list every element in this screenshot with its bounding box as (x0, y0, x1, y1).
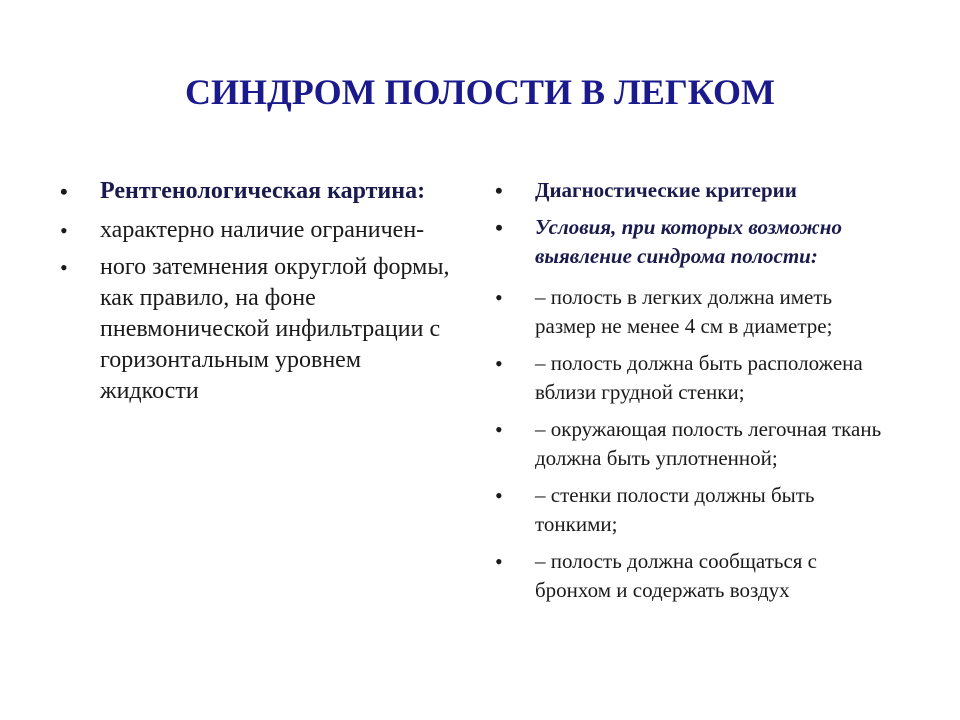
item-text: – полость в легких должна иметь размер не менее 4 см в диаметре; (535, 285, 833, 338)
bullet-icon: • (495, 351, 503, 376)
bullet-icon: • (495, 178, 503, 203)
list-item (60, 176, 460, 207)
bullet-icon: • (495, 285, 503, 310)
list-item (495, 547, 895, 605)
bullet-icon: • (60, 255, 68, 280)
item-text: характерно наличие ограничен- (100, 217, 425, 243)
list-item (495, 176, 895, 205)
bullet-icon: • (495, 417, 503, 442)
item-text: – стенки полости должны быть тонкими; (535, 483, 815, 536)
item-text: Диагностические критерии (535, 178, 797, 202)
bullet-icon: • (495, 483, 503, 508)
bullet-icon: • (495, 549, 503, 574)
list-item (495, 481, 895, 539)
list-item (495, 349, 895, 407)
right-column (495, 176, 895, 613)
item-text: ного затемнения округлой формы, как правило, на фоне пневмонической инфильтрации с горизонтальным уровнем жидкости (100, 254, 450, 404)
item-text: – полость должна сообщаться с бронхом и содержать воздух (535, 549, 818, 602)
list-item (495, 213, 895, 271)
bullet-icon: • (60, 218, 68, 243)
list-item (495, 415, 895, 473)
bullet-icon: • (60, 179, 68, 204)
item-text: Условия, при которых возможно выявление синдрома полости: (535, 215, 842, 268)
item-text: – полость должна быть расположена вблизи грудной стенки; (535, 351, 863, 404)
item-text: Рентгенологическая картина: (100, 178, 426, 204)
slide-title: СИНДРОМ ПОЛОСТИ В ЛЕГКОМ (185, 72, 775, 112)
bullet-icon: • (495, 215, 503, 240)
list-item (495, 283, 895, 341)
list-item (60, 252, 460, 407)
item-text: – окружающая полость легочная ткань должна быть уплотненной; (535, 417, 882, 470)
left-column (60, 176, 460, 413)
list-item (60, 215, 460, 246)
